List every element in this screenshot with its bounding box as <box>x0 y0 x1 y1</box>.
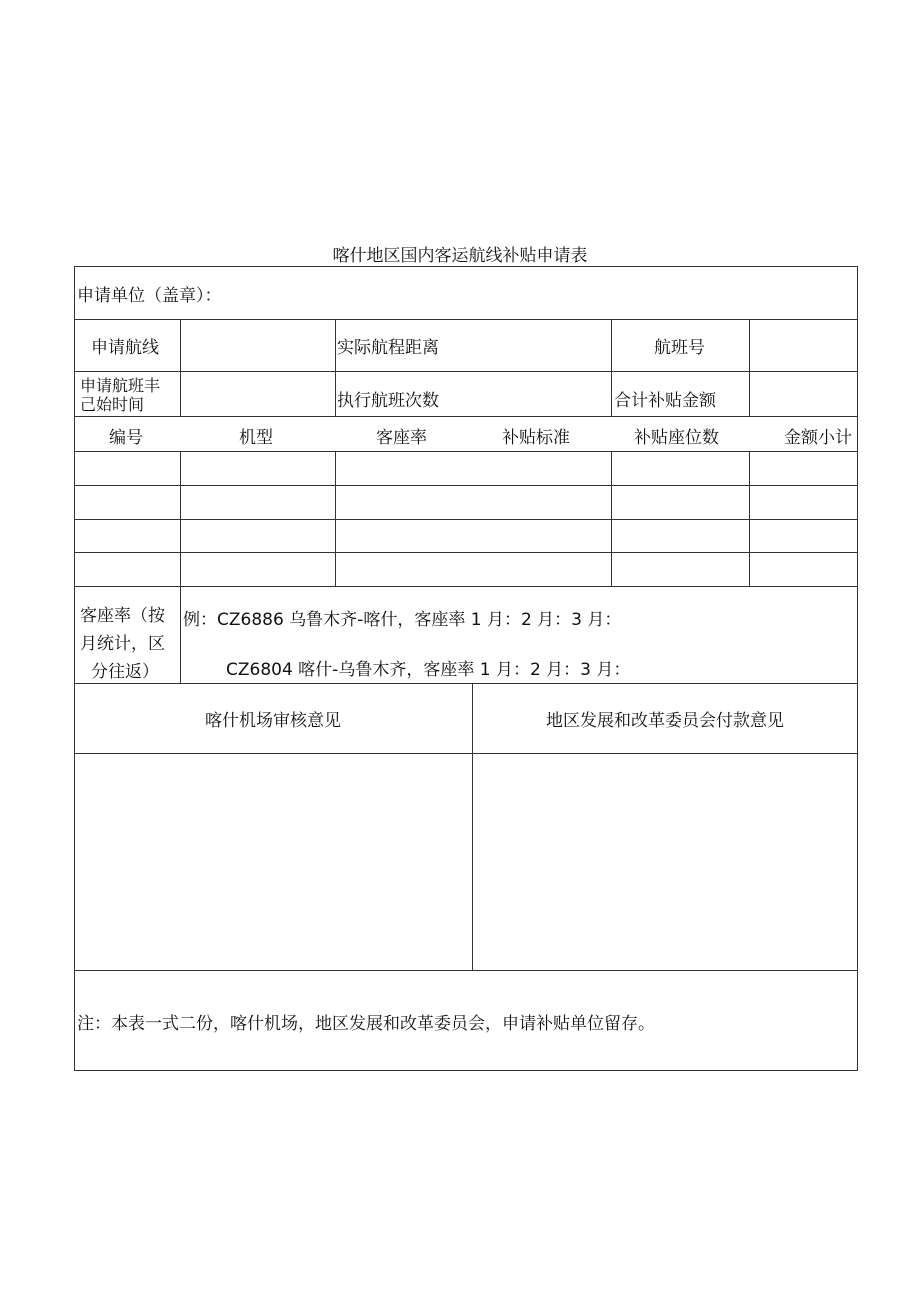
row-divider <box>74 683 858 684</box>
col-header-aircraft: 机型 <box>239 428 273 448</box>
col-divider <box>180 319 181 416</box>
col-divider <box>611 451 612 586</box>
load-factor-label-line3: 分往返） <box>91 662 159 682</box>
flight-no-label: 航班号 <box>654 338 705 358</box>
row-divider <box>74 552 858 553</box>
col-divider <box>611 319 612 416</box>
route-label: 申请航线 <box>91 338 159 358</box>
distance-label: 实际航程距离 <box>337 338 439 358</box>
row-divider <box>74 319 858 320</box>
start-time-label-line2: 己始时间 <box>80 395 145 414</box>
row-divider <box>74 485 858 486</box>
row-divider <box>74 451 858 452</box>
col-divider <box>335 451 336 586</box>
col-divider <box>180 451 181 586</box>
applicant-unit-label: 申请单位（盖章）： <box>77 286 222 306</box>
load-factor-label-line1: 客座率（按 <box>80 606 165 626</box>
row-divider <box>74 970 858 971</box>
row-divider <box>74 416 858 417</box>
ndrc-opinion-header: 地区发展和改革委员会付款意见 <box>546 711 784 731</box>
airport-opinion-header: 喀什机场审核意见 <box>205 711 341 731</box>
col-header-subsidy-standard: 补贴标准 <box>502 428 570 448</box>
col-divider <box>749 451 750 586</box>
load-factor-label-line2: 月统计，区 <box>80 634 165 654</box>
form-note: 注：本表一式二份，喀什机场，地区发展和改革委员会，申请补贴单位留存。 <box>77 1014 655 1034</box>
load-factor-example-line2: CZ6804 喀什-乌鲁木齐，客座率 1 月：2 月：3 月： <box>226 660 631 680</box>
start-time-label-line1: 申请航班丰 <box>80 376 161 395</box>
row-divider <box>74 519 858 520</box>
col-divider <box>749 319 750 416</box>
row-divider <box>74 586 858 587</box>
load-factor-example-line1: 例：CZ6886 乌鲁木齐-喀什，客座率 1 月：2 月：3 月： <box>183 610 622 630</box>
total-amount-label: 合计补贴金额 <box>614 391 716 411</box>
col-divider <box>335 319 336 416</box>
col-header-number: 编号 <box>109 428 143 448</box>
col-header-subsidy-seats: 补贴座位数 <box>634 428 719 448</box>
form-title: 喀什地区国内客运航线补贴申请表 <box>332 246 588 266</box>
row-divider <box>74 753 858 754</box>
col-header-load-factor: 客座率 <box>376 428 427 448</box>
col-divider <box>180 586 181 683</box>
row-divider <box>74 371 858 372</box>
exec-count-label: 执行航班次数 <box>337 391 439 411</box>
col-header-amount-subtotal: 金额小计 <box>784 428 852 448</box>
